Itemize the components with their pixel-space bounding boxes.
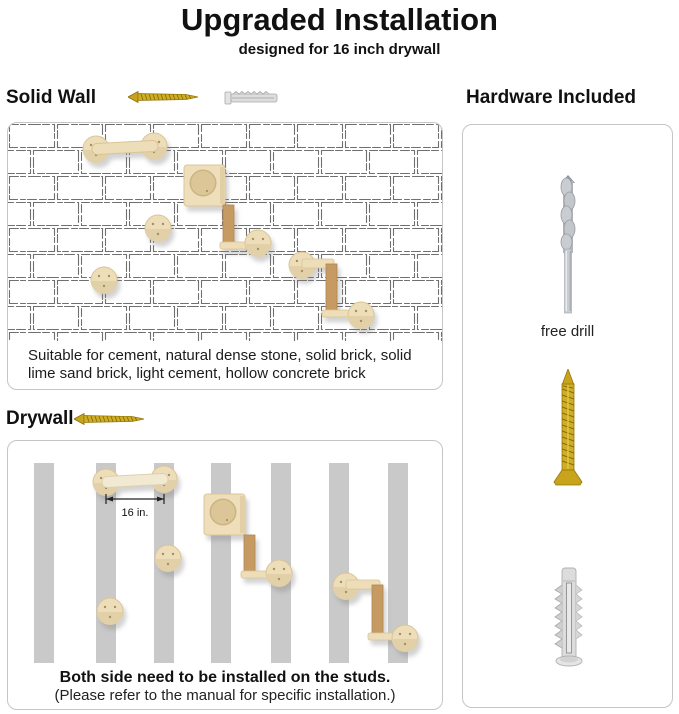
- hardware-panel: [462, 124, 673, 708]
- drywall-caption-bold: Both side need to be installed on the studs.: [59, 669, 391, 686]
- screw-icon: [128, 90, 200, 104]
- dimension-label: 16 in.: [121, 507, 149, 519]
- wall-anchor-icon: [551, 567, 587, 671]
- screw-icon: [74, 412, 146, 426]
- page-subtitle: designed for 16 inch drywall: [238, 41, 441, 58]
- solid-wall-heading: Solid Wall: [6, 87, 97, 108]
- page-title: Upgraded Installation: [181, 2, 498, 37]
- scratching-post: [372, 585, 383, 635]
- wall-studs: [34, 463, 408, 663]
- drill-bit-icon: [556, 175, 580, 317]
- drywall-caption-note: (Please refer to the manual for specific installation.): [54, 687, 396, 704]
- wall-anchor-icon: [224, 88, 280, 108]
- free-drill-label: free drill: [540, 323, 595, 340]
- drywall-studs-illustration: [8, 441, 442, 667]
- scratching-post: [326, 264, 337, 312]
- cat-bridge: [93, 466, 177, 496]
- solid-wall-caption: Suitable for cement, natural dense stone, solid brick, solid lime sand brick, light cement, hollow concrete brick: [28, 347, 412, 382]
- drywall-panel: [7, 440, 443, 710]
- scratching-post: [244, 535, 255, 574]
- round-step: [97, 598, 123, 625]
- round-step: [145, 215, 171, 242]
- drywall-heading: Drywall: [6, 408, 74, 429]
- solid-wall-panel: [7, 122, 443, 390]
- gold-screw-icon: [553, 369, 583, 495]
- brick-wall-illustration: [8, 123, 442, 341]
- round-step: [91, 267, 117, 294]
- hardware-included-heading: Hardware Included: [466, 87, 636, 108]
- round-step: [155, 545, 181, 572]
- scratching-post: [223, 205, 234, 245]
